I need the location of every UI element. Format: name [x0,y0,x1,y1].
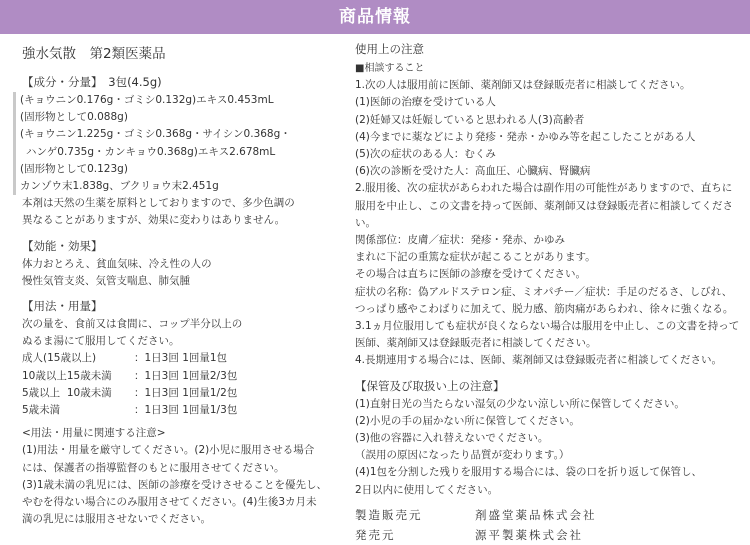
effects-heading: 【効能・効果】 [22,238,103,253]
company-info [355,505,740,545]
note-line: 異なることがありますが、効果に変わりはありません。 [22,214,286,227]
dosage-table [22,350,337,419]
right-column [355,38,740,545]
dosage-age: 5歳未満 [22,404,61,417]
consult-line: 服用を中止し、この文書を持って医師、薬剤師又は登録販売者に相談してください。 [355,199,733,229]
ingredient-note [22,195,337,229]
caution-heading: 使用上の注意 [355,42,424,56]
consult-line: (4)今までに薬などにより発疹・発赤・かゆみ等を起こしたことがある人 [355,130,696,143]
consult-text [355,77,740,369]
dosage-amount: ：1日3回 1回量1/3包 [134,404,238,417]
ingredient-line: (固形物として0.123g) [20,162,128,175]
company-name: 源平製薬株式会社 [475,527,583,542]
dosage-amount: ：1日3回 1回量2/3包 [134,369,238,382]
dosage-age: 10歳以上15歳未満 [22,369,112,382]
consult-line: 3.1ヵ月位服用しても症状が良くならない場合は服用を中止し、この文書を持って [355,320,740,333]
note-line: 本剤は天然の生薬を原料としておりますので、多少色調の [22,197,295,210]
consult-line: 4.長期連用する場合には、医師、薬剤師又は登録販売者に相談してください。 [355,354,723,367]
consult-line: (5)次の症状のある人：むくみ [355,148,496,161]
company-name: 剤盛堂薬品株式会社 [475,507,597,522]
consult-line: (1)医師の治療を受けている人 [355,96,496,109]
consult-line: その場合は直ちに医師の診療を受けてください。 [355,268,586,281]
consult-line: (6)次の診断を受けた人：高血圧、心臓病、腎臓病 [355,165,591,178]
storage-line: (4)1包を分割した残りを服用する場合には、袋の口を折り返して保管し、 [355,466,703,479]
usage-line: ぬるま湯にて服用してください。 [22,335,180,348]
related-text [22,442,337,528]
ingredient-line: カンゾウ末1.838g、ブクリョウ末2.451g [20,180,219,193]
ingredients-heading: 【成分・分量】 3包(4.5g) [22,75,162,89]
storage-line: 2日以内に使用してください。 [355,483,499,496]
company-role: 製造販売元 [355,507,423,522]
effects-line: 体力おとろえ、貧血気味、冷え性の人の [22,257,212,270]
ingredient-line: (固形物として0.088g) [20,111,128,124]
storage-heading: 【保管及び取扱い上の注意】 [355,378,505,393]
consult-line: 1.次の人は服用前に医師、薬剤師又は登録販売者に相談してください。 [355,79,691,92]
related-line: (3)1歳未満の乳児には、医師の診療を受けさせることを優先し、 [22,478,328,491]
consult-line: 医師、薬剤師又は登録販売者に相談してください。 [355,337,597,350]
dosage-age: 成人(15歳以上) [22,352,97,365]
usage-line: 次の量を、食前又は食間に、コップ半分以上の [22,318,243,331]
consult-line: 症状の名称：偽アルドステロン症、ミオパチー／症状：手足のだるさ、しびれ、 [355,285,733,298]
storage-text [355,396,740,499]
dosage-amount: ：1日3回 1回量1/2包 [134,386,238,399]
dosage-row [22,402,337,419]
related-line: やむを得ない場合にのみ服用させてください。(4)生後3カ月未 [22,496,317,509]
related-line: には、保護者の指導監督のもとに服用させてください。 [22,461,285,474]
left-column [22,38,337,528]
dosage-row [22,385,337,402]
related-line: 満の乳児には服用させないでください。 [22,513,211,526]
ingredient-line: (キョウニン1.225g・ゴミシ0.368g・サイシン0.368g・ [20,128,291,141]
ingredient-line: ハンゲ0.735g・カンキョウ0.368g)エキス2.678mL [26,145,276,158]
company-role: 発売元 [355,527,396,542]
consult-line: (2)妊婦又は妊娠していると思われる人(3)高齢者 [355,113,585,126]
dosage-age: 5歳以上 10歳未満 [22,386,112,399]
company-row [355,505,740,525]
storage-line: (3)他の容器に入れ替えないでください。 [355,432,549,445]
usage-heading: 【用法・用量】 [22,299,103,314]
section-header: 商品情報 [0,0,750,34]
related-heading: <用法・用量に関連する注意> [22,427,166,440]
consult-heading: ■相談すること [355,63,425,74]
company-row [355,525,740,545]
dosage-row [22,350,337,367]
product-title: 強水気散 第2類医薬品 [22,46,166,62]
storage-line: (1)直射日光の当たらない湿気の少ない涼しい所に保管してください。 [355,397,685,410]
dosage-amount: ：1日3回 1回量1包 [134,352,228,365]
consult-line: 2.服用後、次の症状があらわれた場合は副作用の可能性がありますので、直ちに [355,182,733,195]
dosage-row [22,368,337,385]
effects-text [22,256,337,290]
ingredient-line: (キョウニン0.176g・ゴミシ0.132g)エキス0.453mL [20,94,274,106]
consult-line: つっぱり感やこわばりに加えて、脱力感、筋肉痛があらわれ、徐々に強くなる。 [355,302,734,315]
ingredients-list [13,92,337,195]
related-line: (1)用法・用量を厳守してください。(2)小児に服用させる場合 [22,444,315,457]
consult-line: まれに下記の重篤な症状が起こることがあります。 [355,251,596,264]
usage-text [22,316,337,350]
storage-line: (2)小児の手の届かない所に保管してください。 [355,414,580,427]
storage-line: （誤用の原因になったり品質が変わります。） [355,449,570,462]
consult-line: 関係部位：皮膚／症状：発疹・発赤、かゆみ [355,234,565,247]
effects-line: 慢性気管支炎、気管支喘息、肺気腫 [22,274,190,287]
